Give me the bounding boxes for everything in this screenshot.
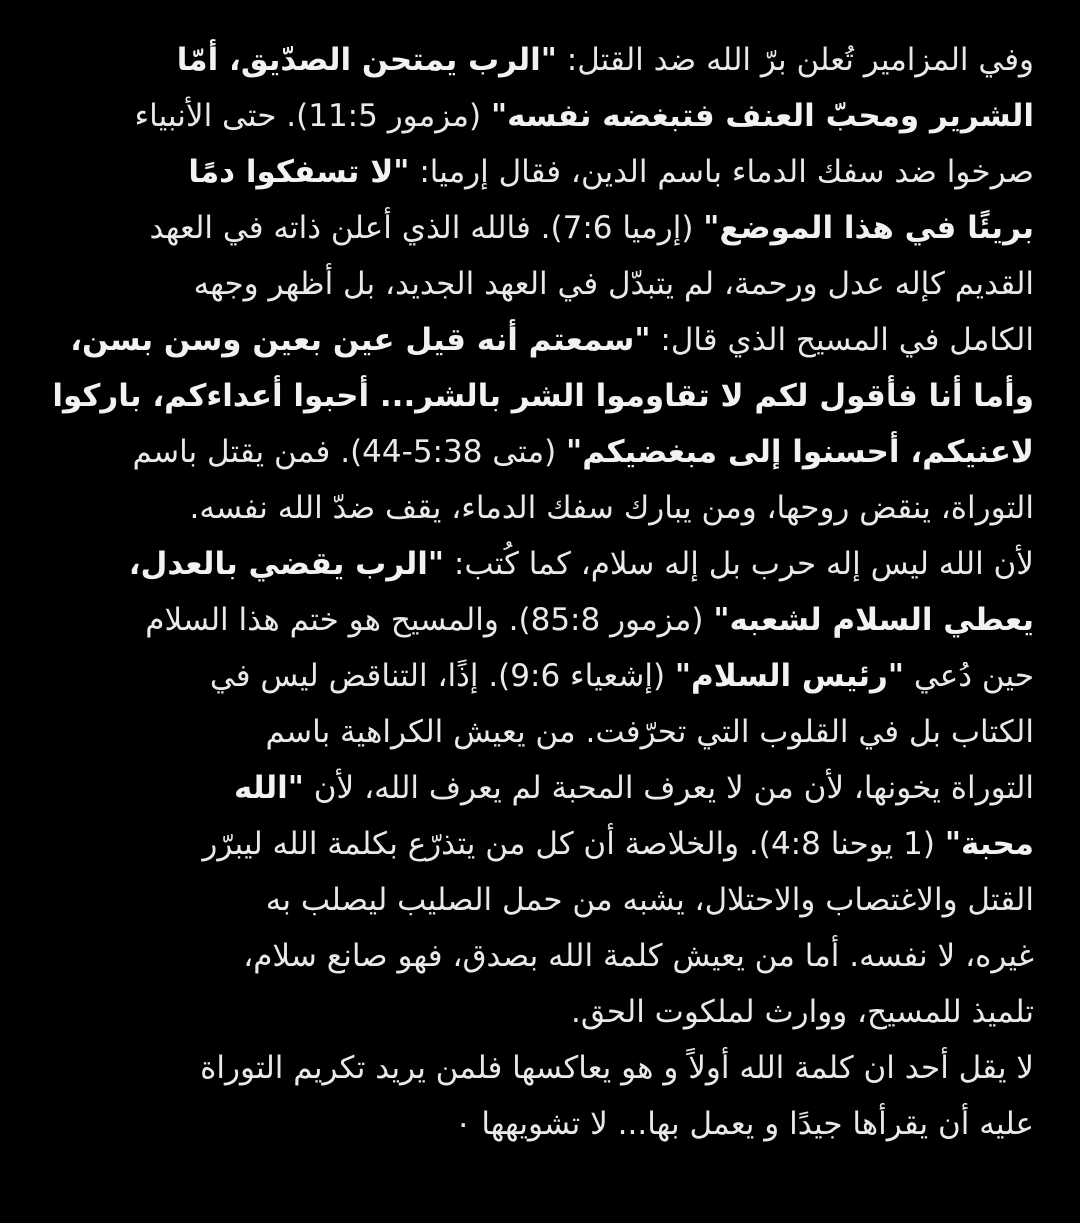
text-line (40, 648, 1034, 704)
text-segment: حين دُعي (904, 658, 1034, 694)
bold-quote-segment: "الرب يمتحن الصدّيق، أمّا (176, 42, 557, 78)
bold-quote-segment: الشرير ومحبّ العنف فتبغضه نفسه" (490, 98, 1034, 134)
text-line (40, 536, 1034, 592)
bold-quote-segment: وأما أنا فأقول لكم لا تقاوموا الشر بالشر... أحبوا أعداءكم، باركوا (52, 378, 1034, 414)
bold-quote-segment: "الرب يقضي بالعدل، (128, 546, 445, 582)
bold-quote-segment: يعطي السلام لشعبه" (713, 602, 1034, 638)
text-line (40, 256, 1034, 312)
text-segment: صرخوا ضد سفك الدماء باسم الدين، فقال إرميا: (409, 154, 1034, 190)
text-segment: لأن الله ليس إله حرب بل إله سلام، كما كُتب: (444, 546, 1034, 582)
text-line (40, 480, 1034, 536)
text-segment: (إشعياء 9:6). إذًا، التناقض ليس في (209, 658, 675, 694)
text-line (40, 312, 1034, 368)
text-line (40, 872, 1034, 928)
text-segment: الكتاب بل في القلوب التي تحرّفت. من يعيش الكراهية باسم (265, 714, 1034, 750)
bold-quote-segment: "سمعتم أنه قيل عين بعين وسن بسن، (70, 322, 651, 358)
text-segment: التوراة يخونها، لأن من لا يعرف المحبة لم يعرف الله، لأن (303, 770, 1034, 806)
text-line (40, 704, 1034, 760)
text-segment: التوراة، ينقض روحها، ومن يبارك سفك الدماء، يقف ضدّ الله نفسه. (189, 490, 1034, 526)
text-segment: الكامل في المسيح الذي قال: (650, 322, 1034, 358)
text-segment: (1 يوحنا 4:8). والخلاصة أن كل من يتذرّع بكلمة الله ليبرّر (202, 826, 945, 862)
text-line (40, 88, 1034, 144)
bold-quote-segment: محبة" (944, 826, 1034, 862)
text-line (40, 424, 1034, 480)
text-segment: القتل والاغتصاب والاحتلال، يشبه من حمل الصليب ليصلب به (265, 882, 1034, 918)
text-segment: وفي المزامير تُعلن برّ الله ضد القتل: (556, 42, 1034, 78)
text-segment: (مزمور 11:5). حتى الأنبياء (134, 98, 491, 134)
text-line (40, 200, 1034, 256)
text-segment: عليه أن يقرأها جيدًا و يعمل بها... لا تشويهها ٠ (454, 1106, 1034, 1142)
text-line (40, 144, 1034, 200)
text-line (40, 928, 1034, 984)
text-segment: القديم كإله عدل ورحمة، لم يتبدّل في العهد الجديد، بل أظهر وجهه (193, 266, 1034, 302)
bold-quote-segment: "الله (234, 770, 304, 806)
article-text (40, 32, 1034, 1152)
text-segment: (إرميا 7:6). فالله الذي أعلن ذاته في العهد (149, 210, 704, 246)
text-line (40, 592, 1034, 648)
text-segment: (مزمور 85:8). والمسيح هو ختم هذا السلام (145, 602, 714, 638)
bold-quote-segment: "لا تسفكوا دمًا (188, 154, 410, 190)
text-line (40, 1096, 1034, 1152)
text-line (40, 32, 1034, 88)
bold-quote-segment: بريئًا في هذا الموضع" (703, 210, 1034, 246)
text-segment: تلميذ للمسيح، ووارث لملكوت الحق. (571, 994, 1034, 1030)
text-line (40, 984, 1034, 1040)
text-line (40, 816, 1034, 872)
bold-quote-segment: لاعنيكم، أحسنوا إلى مبغضيكم" (566, 434, 1034, 470)
text-line (40, 760, 1034, 816)
bold-quote-segment: "رئيس السلام" (674, 658, 905, 694)
text-segment: لا يقل أحد ان كلمة الله أولاً و هو يعاكسها فلمن يريد تكريم التوراة (200, 1050, 1034, 1086)
text-segment: غيره، لا نفسه. أما من يعيش كلمة الله بصدق، فهو صانع سلام، (243, 938, 1034, 974)
text-line (40, 1040, 1034, 1096)
text-line (40, 368, 1034, 424)
text-segment: (متى 5:38-44). فمن يقتل باسم (132, 434, 567, 470)
